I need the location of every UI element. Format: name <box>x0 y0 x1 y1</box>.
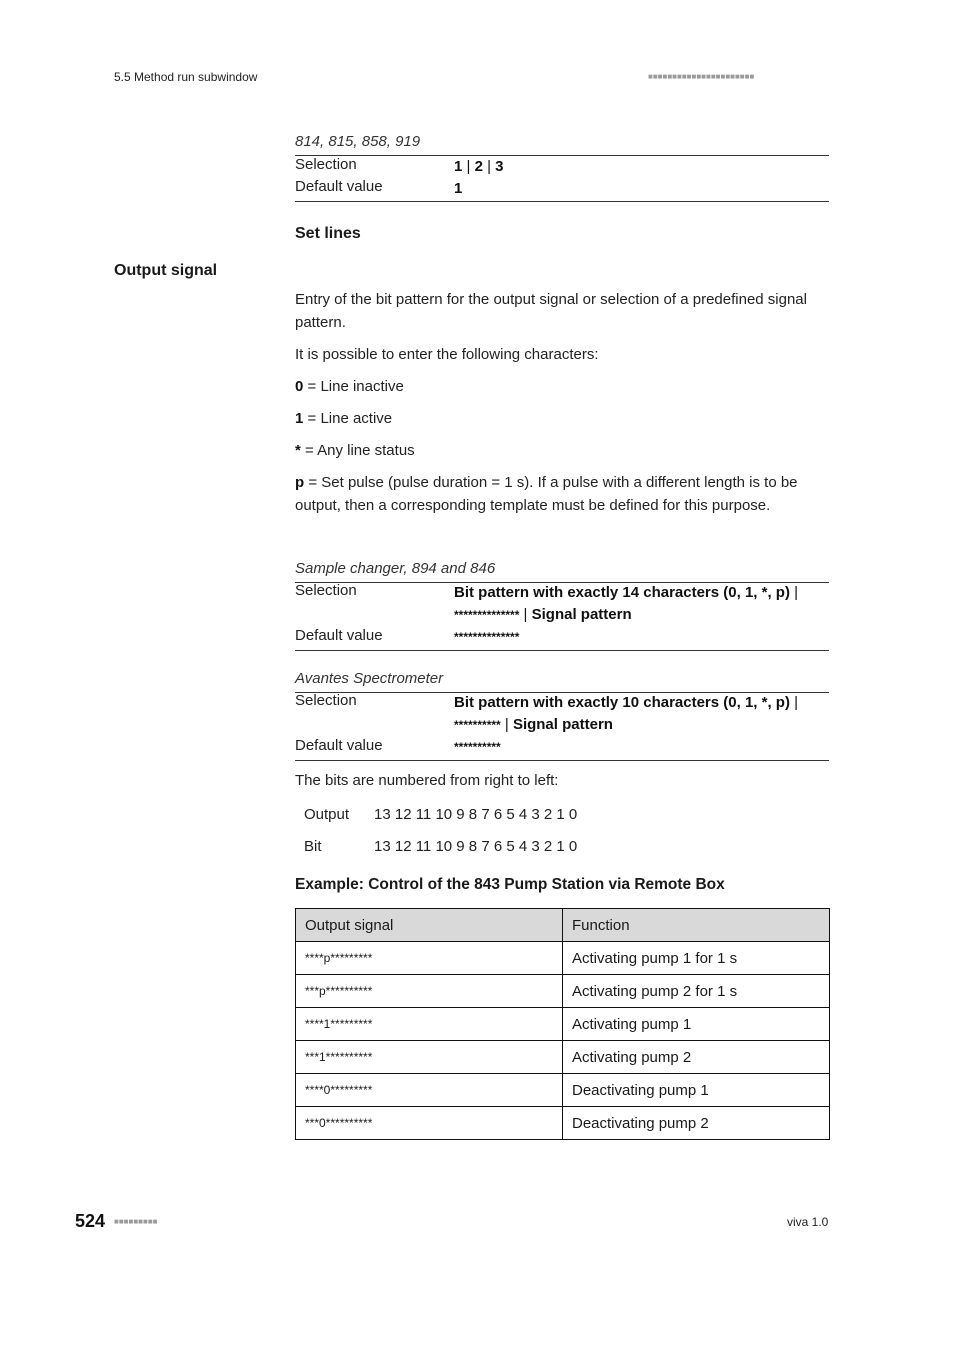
column-header-output-signal: Output signal <box>296 909 563 942</box>
stars-option: ********** <box>454 718 501 732</box>
signal-cell: ****0********* <box>296 1074 563 1107</box>
signal-pattern-option: Signal pattern <box>531 606 632 623</box>
table-header-row <box>296 909 830 942</box>
selection-label: Selection <box>295 582 357 599</box>
bit-row-values-bit: 13 12 11 10 9 8 7 6 5 4 3 2 1 0 <box>374 838 578 855</box>
bit-row-label-bit: Bit <box>304 838 322 855</box>
default-value: 1 <box>454 180 463 197</box>
signal-cell: ***0********** <box>296 1107 563 1140</box>
table-rule <box>295 650 829 651</box>
char-star-line <box>295 439 829 462</box>
example-table <box>295 908 830 1140</box>
signal-cell: ***1********** <box>296 1041 563 1074</box>
separator: | <box>462 158 475 175</box>
signal-cell: ****p********* <box>296 942 563 975</box>
separator: | <box>789 584 799 601</box>
char-key: p <box>295 474 305 491</box>
bit-pattern-option: Bit pattern with exactly 14 characters (0, 1, *, p) <box>454 584 790 601</box>
default-value: ************** <box>454 630 520 644</box>
selection-label: Selection <box>295 156 357 173</box>
caption-sample-changer: Sample changer, 894 and 846 <box>295 560 496 577</box>
option-1: 1 <box>454 158 463 175</box>
selection-value <box>454 582 829 626</box>
table-row <box>296 975 830 1008</box>
char-0-line <box>295 375 829 398</box>
function-cell: Activating pump 2 for 1 s <box>563 975 830 1008</box>
column-header-function: Function <box>563 909 830 942</box>
table-row <box>296 1107 830 1140</box>
separator: | <box>500 716 513 733</box>
separator: | <box>789 694 799 711</box>
characters-intro: It is possible to enter the following characters: <box>295 346 599 363</box>
option-2: 2 <box>474 158 483 175</box>
default-label: Default value <box>295 737 383 754</box>
footer-dot-ornament: ■■■■■■■■■ <box>114 1217 158 1226</box>
table-row <box>296 1074 830 1107</box>
char-desc: = Line active <box>303 410 393 427</box>
default-label: Default value <box>295 178 383 195</box>
stars-option: ************** <box>454 608 520 622</box>
bits-note: The bits are numbered from right to left: <box>295 772 559 789</box>
intro-paragraph: Entry of the bit pattern for the output signal or selection of a predefined signal pattern. <box>295 291 807 331</box>
function-cell: Activating pump 2 <box>563 1041 830 1074</box>
table-row <box>296 942 830 975</box>
char-key: 0 <box>295 378 304 395</box>
default-label: Default value <box>295 627 383 644</box>
function-cell: Activating pump 1 for 1 s <box>563 942 830 975</box>
signal-pattern-option: Signal pattern <box>512 716 613 733</box>
table-row <box>296 1041 830 1074</box>
example-heading: Example: Control of the 843 Pump Station via Remote Box <box>295 876 725 893</box>
separator: | <box>519 606 532 623</box>
option-3: 3 <box>495 158 504 175</box>
running-header-section: 5.5 Method run subwindow <box>114 70 258 84</box>
caption-avantes: Avantes Spectrometer <box>295 670 444 687</box>
output-signal-heading: Output signal <box>114 262 218 279</box>
page-number: 524 <box>75 1211 106 1231</box>
default-value: ********** <box>454 740 501 754</box>
selection-value <box>454 156 829 178</box>
table-rule <box>295 760 829 761</box>
char-p-line <box>295 471 829 517</box>
char-key: * <box>295 442 301 459</box>
bit-row-label-output: Output <box>304 806 350 823</box>
set-lines-heading: Set lines <box>295 225 361 242</box>
char-desc: = Any line status <box>300 442 415 459</box>
function-cell: Activating pump 1 <box>563 1008 830 1041</box>
bit-row-values-output: 13 12 11 10 9 8 7 6 5 4 3 2 1 0 <box>374 806 578 823</box>
function-cell: Deactivating pump 1 <box>563 1074 830 1107</box>
header-dot-ornament: ■■■■■■■■■■■■■■■■■■■■■■ <box>648 72 755 81</box>
signal-cell: ***p********** <box>296 975 563 1008</box>
caption-814-815: 814, 815, 858, 919 <box>295 133 421 150</box>
table-rule <box>295 201 829 202</box>
function-cell: Deactivating pump 2 <box>563 1107 830 1140</box>
char-desc: = Set pulse (pulse duration = 1 s). If a pulse with a different length is to be output, then a corresponding template must be defined for this purpose. <box>295 474 798 514</box>
selection-value <box>454 692 829 736</box>
bit-pattern-option: Bit pattern with exactly 10 characters (0, 1, *, p) <box>454 694 790 711</box>
separator: | <box>482 158 496 175</box>
char-1-line <box>295 407 829 430</box>
selection-label: Selection <box>295 692 357 709</box>
signal-cell: ****1********* <box>296 1008 563 1041</box>
char-key: 1 <box>295 410 304 427</box>
table-row <box>296 1008 830 1041</box>
char-desc: = Line inactive <box>303 378 404 395</box>
product-version: viva 1.0 <box>787 1215 829 1229</box>
